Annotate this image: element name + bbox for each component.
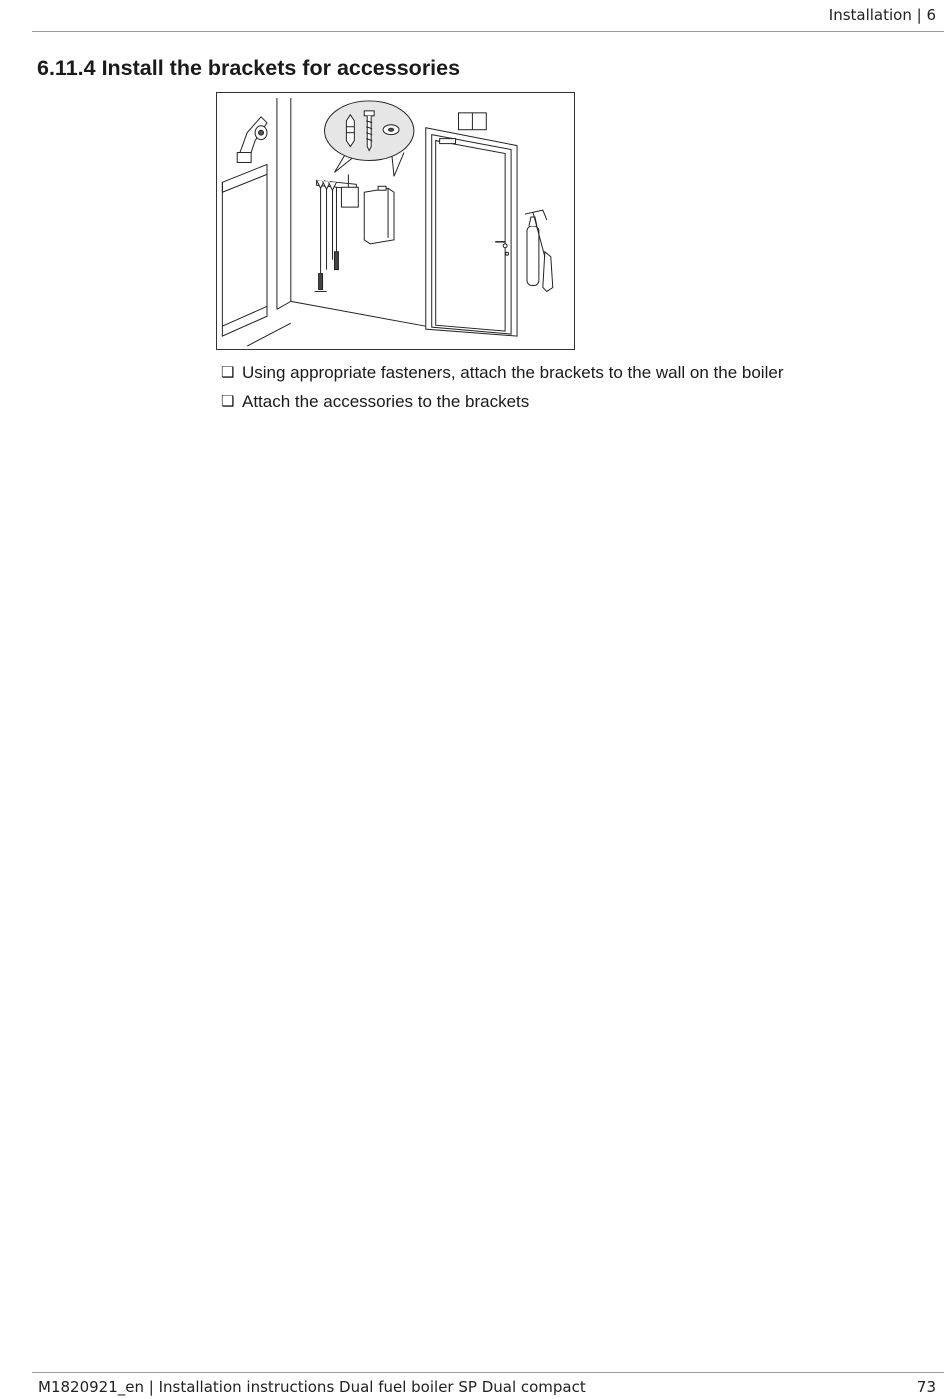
accessory-cabinet (364, 186, 394, 244)
instruction-step (221, 358, 783, 387)
instruction-step-text: Attach the accessories to the brackets (242, 391, 530, 411)
installation-illustration (216, 92, 575, 350)
checkbox-icon: ❏ (221, 363, 235, 381)
document-reference: M1820921_en | Installation instructions Dual fuel boiler SP Dual compact (38, 1378, 586, 1396)
instruction-step (221, 387, 783, 416)
fasteners-callout (325, 101, 414, 176)
checkbox-icon: ❏ (221, 392, 235, 410)
section-title: 6.11.4 Install the brackets for accessories (37, 56, 461, 80)
page-number: 73 (916, 1378, 936, 1396)
tool-rack (315, 174, 359, 291)
boiler-illustration (222, 117, 267, 336)
running-header: Installation | 6 (828, 6, 936, 24)
header-divider (32, 31, 944, 32)
instruction-step-text: Using appropriate fasteners, attach the brackets to the wall on the boiler (242, 362, 784, 382)
instruction-steps (221, 358, 783, 416)
footer-divider (32, 1372, 944, 1373)
door (426, 113, 517, 336)
fire-extinguisher (525, 210, 553, 291)
